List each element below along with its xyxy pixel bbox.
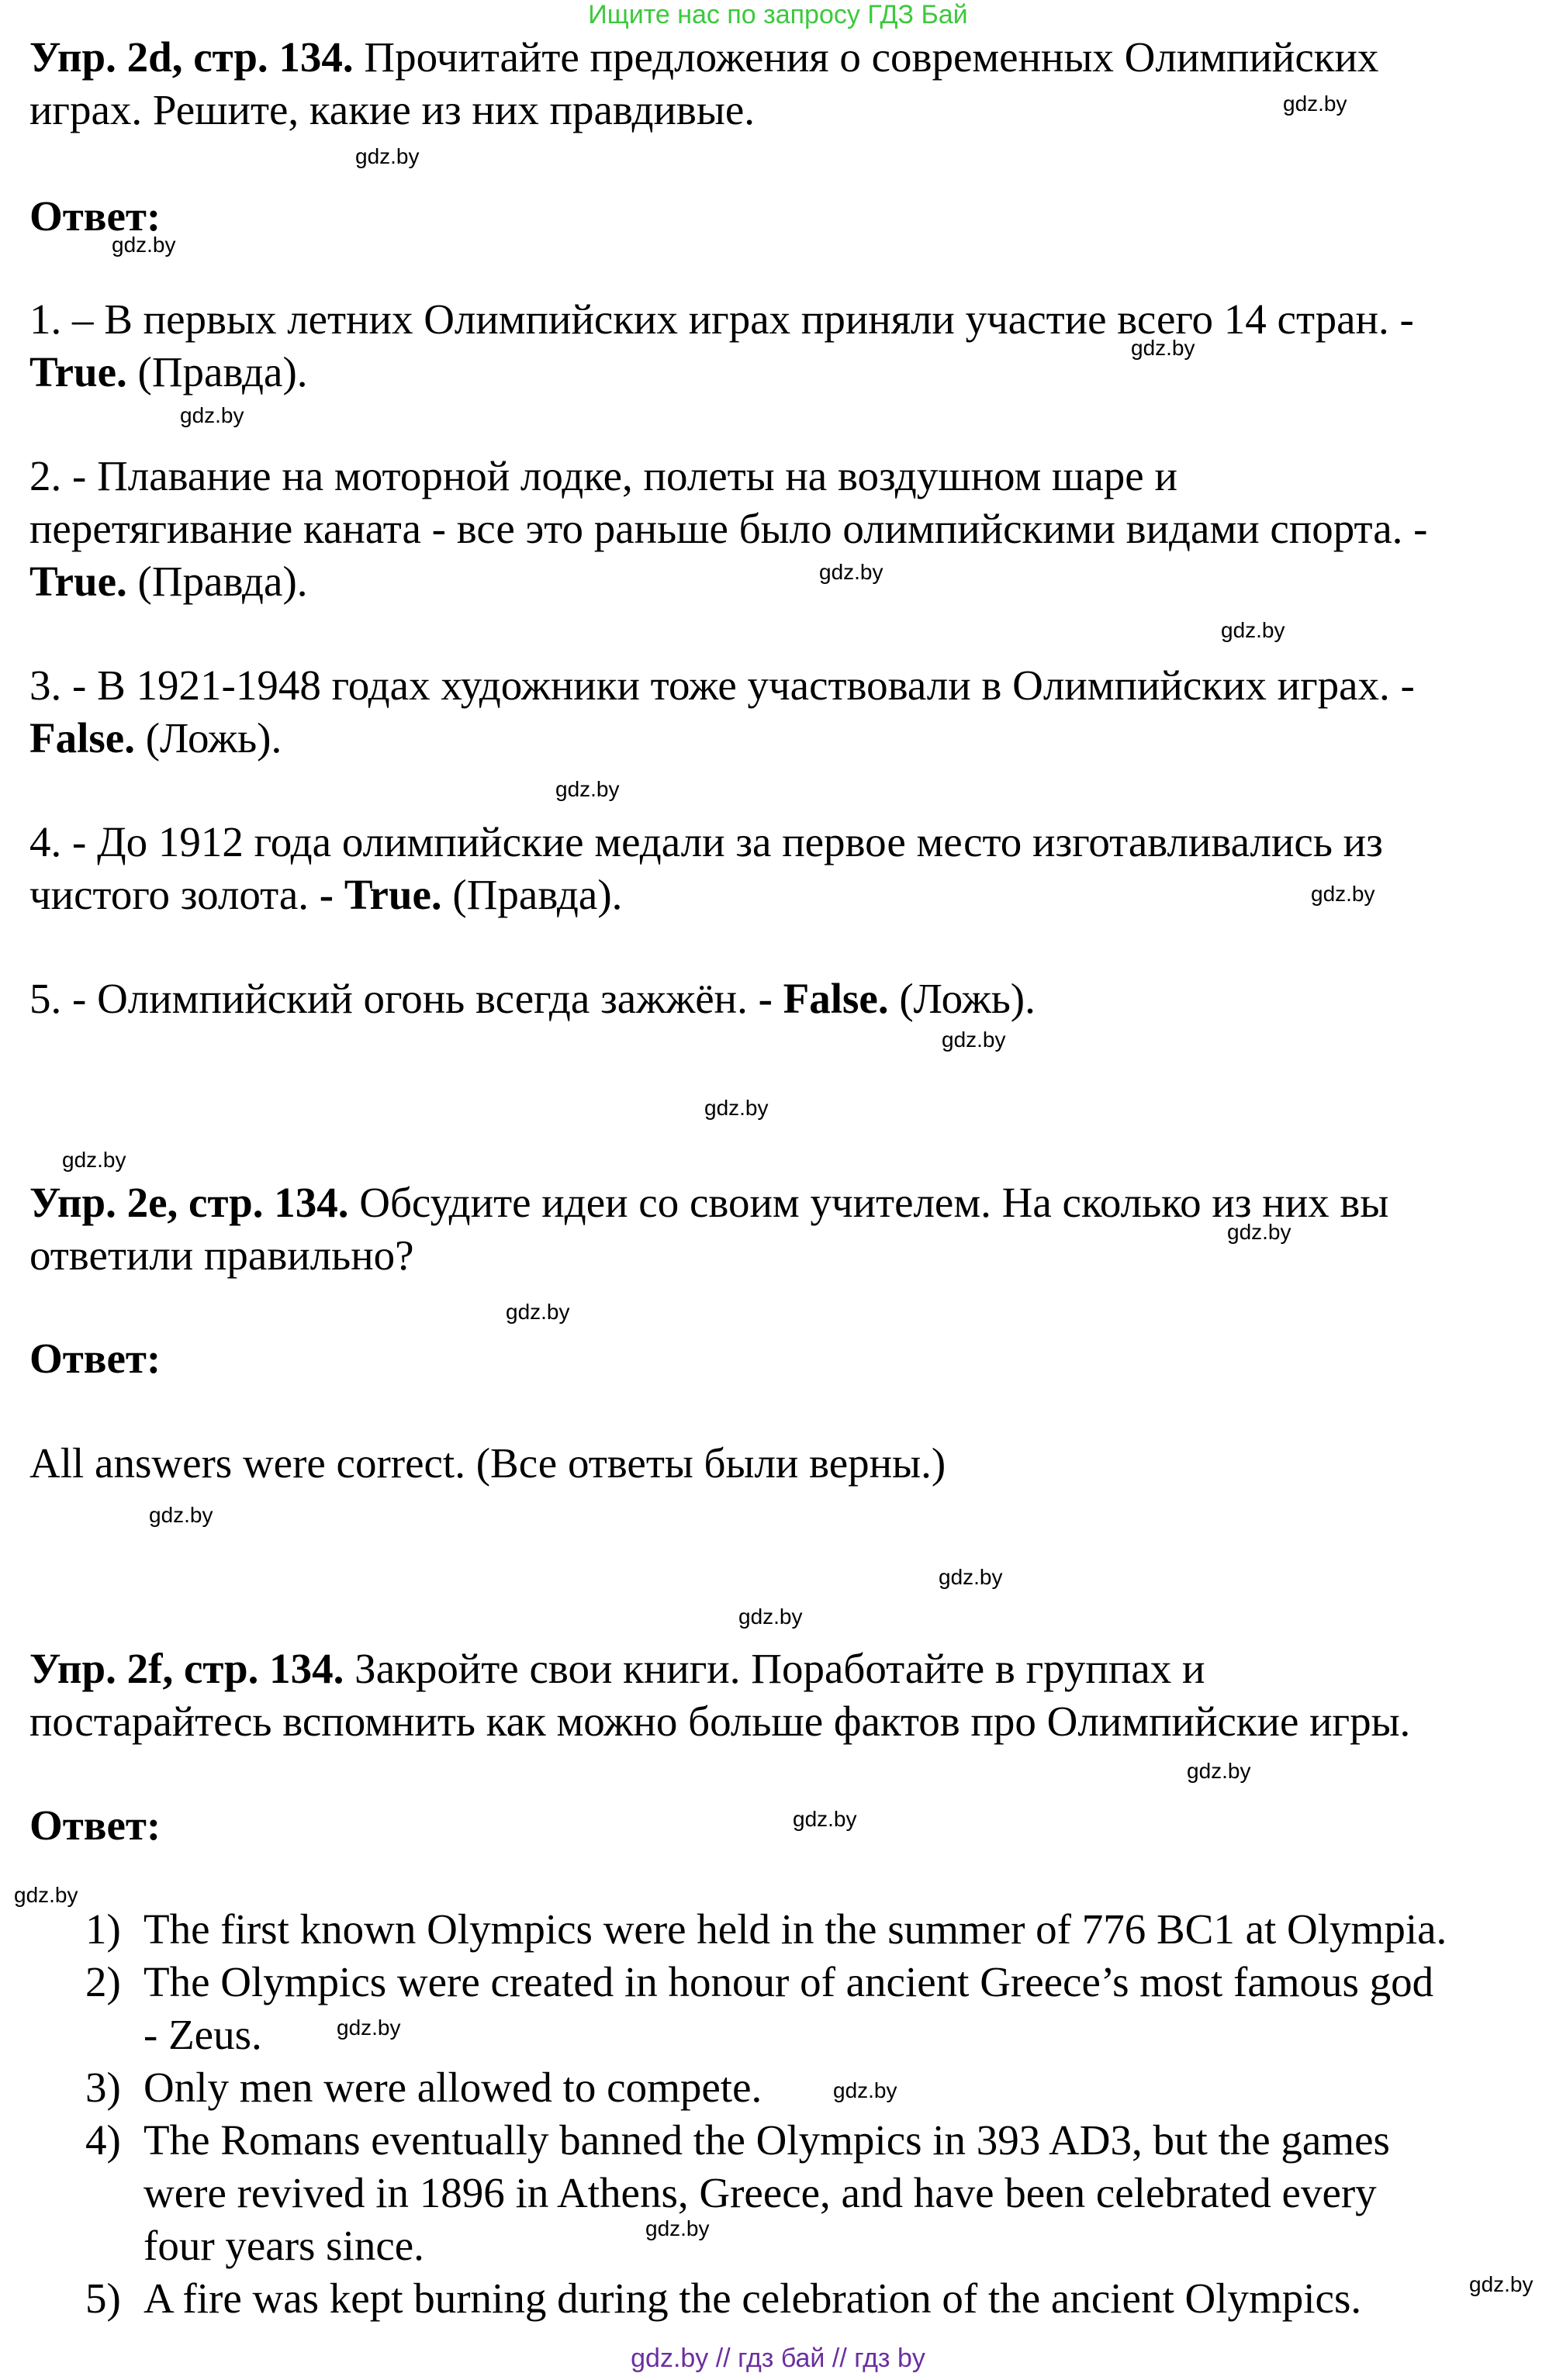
watermark: gdz.by: [180, 403, 244, 427]
watermark: gdz.by: [738, 1605, 803, 1629]
watermark: gdz.by: [1187, 1759, 1251, 1783]
ex2f-item5-line1: A fire was kept burning during the celebration of the ancient Olympics.: [143, 2275, 1362, 2322]
ex2f-item2-line1: The Olympics were created in honour of ancient Greece’s most famous god: [143, 1958, 1434, 2005]
ex2f-item4-line1: The Romans eventually banned the Olympics in 393 AD3, but the games: [143, 2116, 1390, 2164]
ex2d-item5-verdict: - False.: [758, 975, 889, 1022]
watermark: gdz.by: [14, 1883, 78, 1907]
ex2e-task-line2: ответили правильно?: [29, 1231, 414, 1279]
watermark: gdz.by: [704, 1096, 769, 1120]
ex2f-task-line2: постарайтесь вспомнить как можно больше фактов про Олимпийские игры.: [29, 1698, 1411, 1745]
watermark: gdz.by: [645, 2216, 710, 2240]
ex2f-item4-line2: were revived in 1896 in Athens, Greece, and have been celebrated every: [143, 2169, 1377, 2216]
ex2d-item1-translation: (Правда).: [126, 348, 308, 396]
ex2f-item3-line1: Only men were allowed to compete.: [143, 2064, 762, 2111]
ex2d-task-line2: играх. Решите, какие из них правдивые.: [29, 86, 755, 133]
ex2d-item2-line2: перетягивание каната - все это раньше было олимпийскими видами спорта. -: [29, 505, 1428, 552]
ex2d-task-text: Прочитайте предложения о современных Олимпийских: [353, 33, 1379, 81]
ex2f-item1-line1: The first known Olympics were held in the summer of 776 BC1 at Olympia.: [143, 1905, 1447, 1953]
ex2f-heading: Упр. 2f, стр. 134.: [29, 1645, 344, 1692]
watermark: gdz.by: [833, 2078, 897, 2102]
ex2f-task-line1: [29, 1643, 1205, 1695]
ex2f-answer-label: Ответ:: [29, 1801, 161, 1849]
ex2e-task-text: Обсудите идеи со своим учителем. На сколько из них вы: [348, 1179, 1389, 1226]
ex2d-item1-line2: [29, 346, 308, 399]
ex2d-task-line1: [29, 31, 1378, 84]
top-banner: Ищите нас по запросу ГДЗ Бай: [588, 0, 968, 29]
ex2e-task-line1: [29, 1176, 1388, 1229]
ex2f-item2-line2: - Zeus.: [143, 2011, 262, 2058]
ex2d-item3-verdict: False.: [29, 714, 135, 762]
watermark: gdz.by: [355, 144, 420, 168]
ex2d-item5: [29, 972, 1036, 1025]
ex2d-item3-line1: 3. - В 1921-1948 годах художники тоже участвовали в Олимпийских играх. -: [29, 661, 1415, 709]
ex2d-item3-line2: [29, 712, 282, 765]
ex2d-item5-translation: (Ложь).: [888, 975, 1036, 1022]
watermark: gdz.by: [62, 1148, 126, 1172]
watermark: gdz.by: [939, 1565, 1003, 1589]
watermark: gdz.by: [112, 233, 176, 257]
watermark: gdz.by: [942, 1028, 1006, 1052]
watermark: gdz.by: [1283, 92, 1347, 116]
ex2d-item2-line1: 2. - Плавание на моторной лодке, полеты на воздушном шаре и: [29, 452, 1177, 499]
ex2d-item2-translation: (Правда).: [126, 558, 308, 605]
ex2d-item1-verdict: True.: [29, 348, 127, 396]
ex2f-item1-number: 1): [85, 1905, 121, 1953]
watermark: gdz.by: [1469, 2272, 1534, 2296]
ex2d-item4-line1: 4. - До 1912 года олимпийские медали за первое место изготавливались из: [29, 818, 1383, 865]
ex2d-item4-text: чистого золота.: [29, 871, 320, 918]
ex2f-item4-number: 4): [85, 2116, 121, 2164]
ex2d-item4-translation: (Правда).: [441, 871, 623, 918]
ex2e-answer-label: Ответ:: [29, 1335, 161, 1382]
watermark: gdz.by: [555, 777, 620, 801]
watermark: gdz.by: [1311, 882, 1375, 906]
ex2f-item5-number: 5): [85, 2275, 121, 2322]
watermark: gdz.by: [1227, 1220, 1291, 1244]
watermark: gdz.by: [337, 2016, 401, 2040]
watermark: gdz.by: [1221, 618, 1285, 642]
watermark: gdz.by: [819, 560, 883, 584]
ex2d-item3-translation: (Ложь).: [134, 714, 282, 762]
ex2d-item5-text: 5. - Олимпийский огонь всегда зажжён.: [29, 975, 759, 1022]
ex2d-item4-verdict: - True.: [319, 871, 442, 918]
ex2f-item4-line3: four years since.: [143, 2222, 424, 2269]
ex2d-heading: Упр. 2d, стр. 134.: [29, 33, 354, 81]
watermark: gdz.by: [506, 1300, 570, 1324]
ex2e-heading: Упр. 2e, стр. 134.: [29, 1179, 349, 1226]
ex2f-item2-number: 2): [85, 1958, 121, 2005]
watermark: gdz.by: [1131, 336, 1195, 360]
watermark: gdz.by: [149, 1503, 213, 1527]
ex2f-item3-number: 3): [85, 2064, 121, 2111]
ex2d-item1-line1: 1. – В первых летних Олимпийских играх приняли участие всего 14 стран. -: [29, 295, 1414, 343]
ex2d-item4-line2: [29, 869, 622, 921]
ex2d-answer-label: Ответ:: [29, 192, 161, 240]
ex2f-task-text: Закройте свои книги. Поработайте в группах и: [344, 1645, 1205, 1692]
ex2e-answer-text: All answers were correct. (Все ответы были верны.): [29, 1439, 946, 1487]
ex2d-item2-line3: [29, 555, 308, 608]
watermark: gdz.by: [793, 1807, 857, 1831]
ex2d-item2-verdict: True.: [29, 558, 127, 605]
footer: gdz.by // гдз бай // гдз by: [631, 2344, 925, 2373]
